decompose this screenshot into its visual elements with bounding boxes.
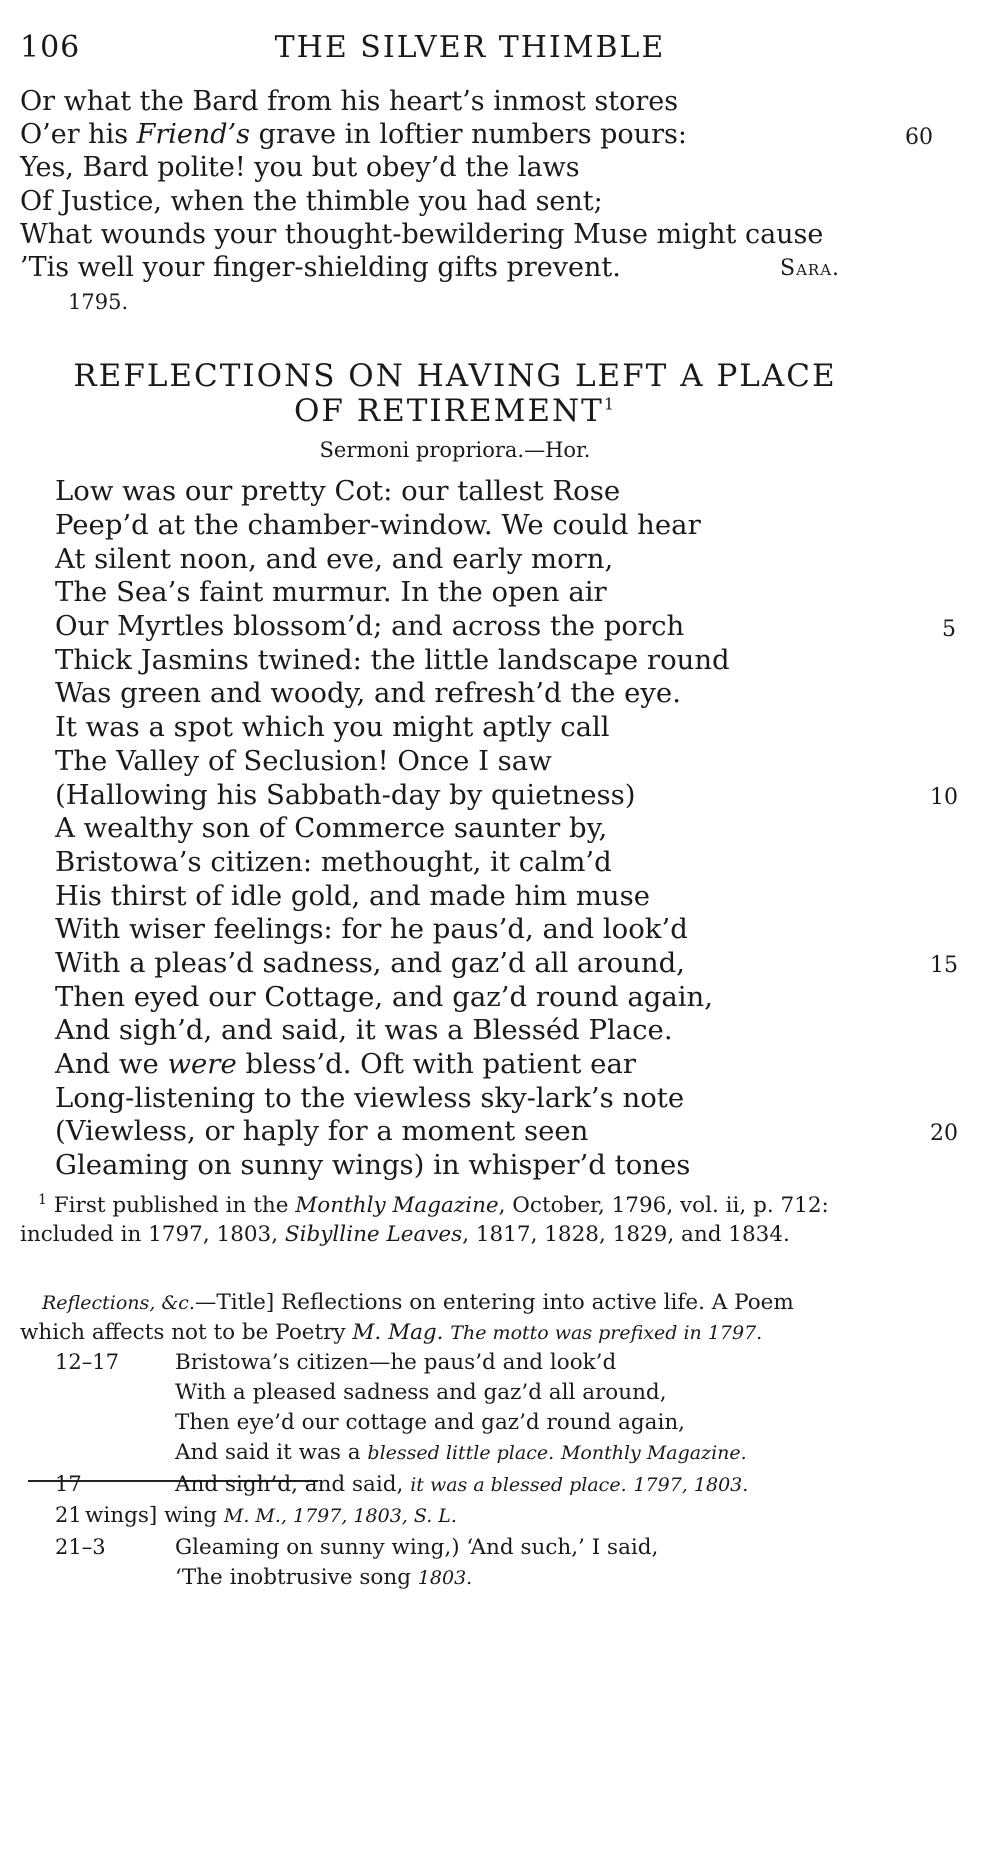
- variant-note: Reflections, &c.—Title] Reflections on entering into active life. A Poem: [42, 1290, 794, 1315]
- variant-label: 21–3: [55, 1535, 106, 1559]
- variant-text: Then eye’d our cottage and gaz’d round again,: [175, 1410, 685, 1435]
- verse-line: Yes, Bard polite! you but obey’d the laws: [20, 152, 580, 183]
- line-number: 20: [930, 1121, 958, 1146]
- verse-line: It was a spot which you might aptly call: [55, 711, 610, 743]
- verse-line: O’er his Friend’s grave in loftier numbers pours:: [20, 119, 687, 150]
- verse-line: (Viewless, or haply for a moment seen: [55, 1115, 589, 1147]
- running-title: THE SILVER THIMBLE: [274, 30, 666, 65]
- verse-line: Low was our pretty Cot: our tallest Rose: [55, 475, 621, 507]
- verse-line: The Sea’s faint murmur. In the open air: [55, 576, 607, 608]
- footnote-line: $^1$ First published in the Monthly Magazine, October, 1796, vol. ii, p. 712:: [38, 1192, 829, 1219]
- verse-line: Gleaming on sunny wings) in whisper’d tones: [55, 1149, 691, 1181]
- variant-label: 12–17: [55, 1350, 119, 1374]
- verse-line: And we were bless’d. Oft with patient ear: [55, 1048, 636, 1080]
- verse-line: With a pleas’d sadness, and gaz’d all around,: [55, 947, 685, 979]
- poem-title-line2: [0, 393, 910, 429]
- variant-text: With a pleased sadness and gaz’d all around,: [175, 1380, 667, 1405]
- verse-line: Of Justice, when the thimble you had sent;: [20, 186, 603, 217]
- verse-line: Was green and woody, and refresh’d the eye.: [55, 677, 681, 709]
- verse-line: And sigh’d, and said, it was a Blesséd Place.: [55, 1014, 673, 1046]
- verse-line: (Hallowing his Sabbath-day by quietness): [55, 779, 636, 811]
- variant-text: And said it was a blessed little place. Monthly Magazine.: [175, 1440, 747, 1465]
- poem-title-text: OF RETIREMENT: [293, 393, 604, 429]
- line-number: 10: [930, 785, 958, 810]
- footnote-marker: 1: [38, 1192, 47, 1208]
- verse-line: With wiser feelings: for he paus’d, and look’d: [55, 913, 688, 945]
- poem-title-line1: REFLECTIONS ON HAVING LEFT A PLACE: [73, 358, 837, 394]
- line-number: 15: [930, 953, 958, 978]
- variant-note: which affects not to be Poetry M. Mag. The motto was prefixed in 1797.: [20, 1320, 763, 1345]
- footnote-mark: 1: [603, 394, 616, 414]
- variant-text: Bristowa’s citizen—he paus’d and look’d: [175, 1350, 617, 1375]
- verse-line: At silent noon, and eve, and early morn,: [55, 543, 614, 575]
- italic-word: were: [167, 1048, 237, 1080]
- verse-line: His thirst of idle gold, and made him muse: [55, 880, 651, 912]
- verse-line: Then eyed our Cottage, and gaz’d round again,: [55, 981, 713, 1013]
- variant-text: ‘The inobtrusive song 1803.: [175, 1565, 473, 1590]
- verse-line: ’Tis well your finger-shielding gifts prevent.: [20, 252, 621, 283]
- variant-text: Gleaming on sunny wing,) ‘And such,’ I said,: [175, 1535, 659, 1560]
- verse-line: Peep’d at the chamber-window. We could hear: [55, 509, 701, 541]
- epigraph: Sermoni propriora.—Hor.: [319, 438, 591, 462]
- footnote-line: included in 1797, 1803, Sibylline Leaves, 1817, 1828, 1829, and 1834.: [20, 1222, 790, 1247]
- verse-line: The Valley of Seclusion! Once I saw: [55, 745, 552, 777]
- variant-text: And sigh’d, and said, it was a blessed place. 1797, 1803.: [175, 1472, 749, 1497]
- verse-line: Thick Jasmins twined: the little landscape round: [55, 644, 730, 676]
- variant-text: wings] wing M. M., 1797, 1803, S. L.: [85, 1503, 457, 1528]
- verse-line: Or what the Bard from his heart’s inmost stores: [20, 86, 679, 117]
- verse-line: Long-listening to the viewless sky-lark’s note: [55, 1082, 685, 1114]
- page-header: [20, 26, 920, 66]
- variant-label: 21: [55, 1503, 82, 1527]
- poem-date: 1795.: [68, 290, 129, 314]
- signature: Sara.: [780, 256, 841, 281]
- verse-line: What wounds your thought-bewildering Muse might cause: [20, 219, 824, 250]
- line-number: 5: [942, 617, 956, 642]
- verse-line: Bristowa’s citizen: methought, it calm’d: [55, 846, 612, 878]
- page-number: 106: [20, 30, 81, 65]
- italic-word: Friend’s: [136, 119, 251, 150]
- verse-line: Our Myrtles blossom’d; and across the porch: [55, 610, 685, 642]
- verse-line: A wealthy son of Commerce saunter by,: [55, 812, 608, 844]
- variant-label: 17: [55, 1472, 82, 1496]
- line-number: 60: [905, 125, 933, 150]
